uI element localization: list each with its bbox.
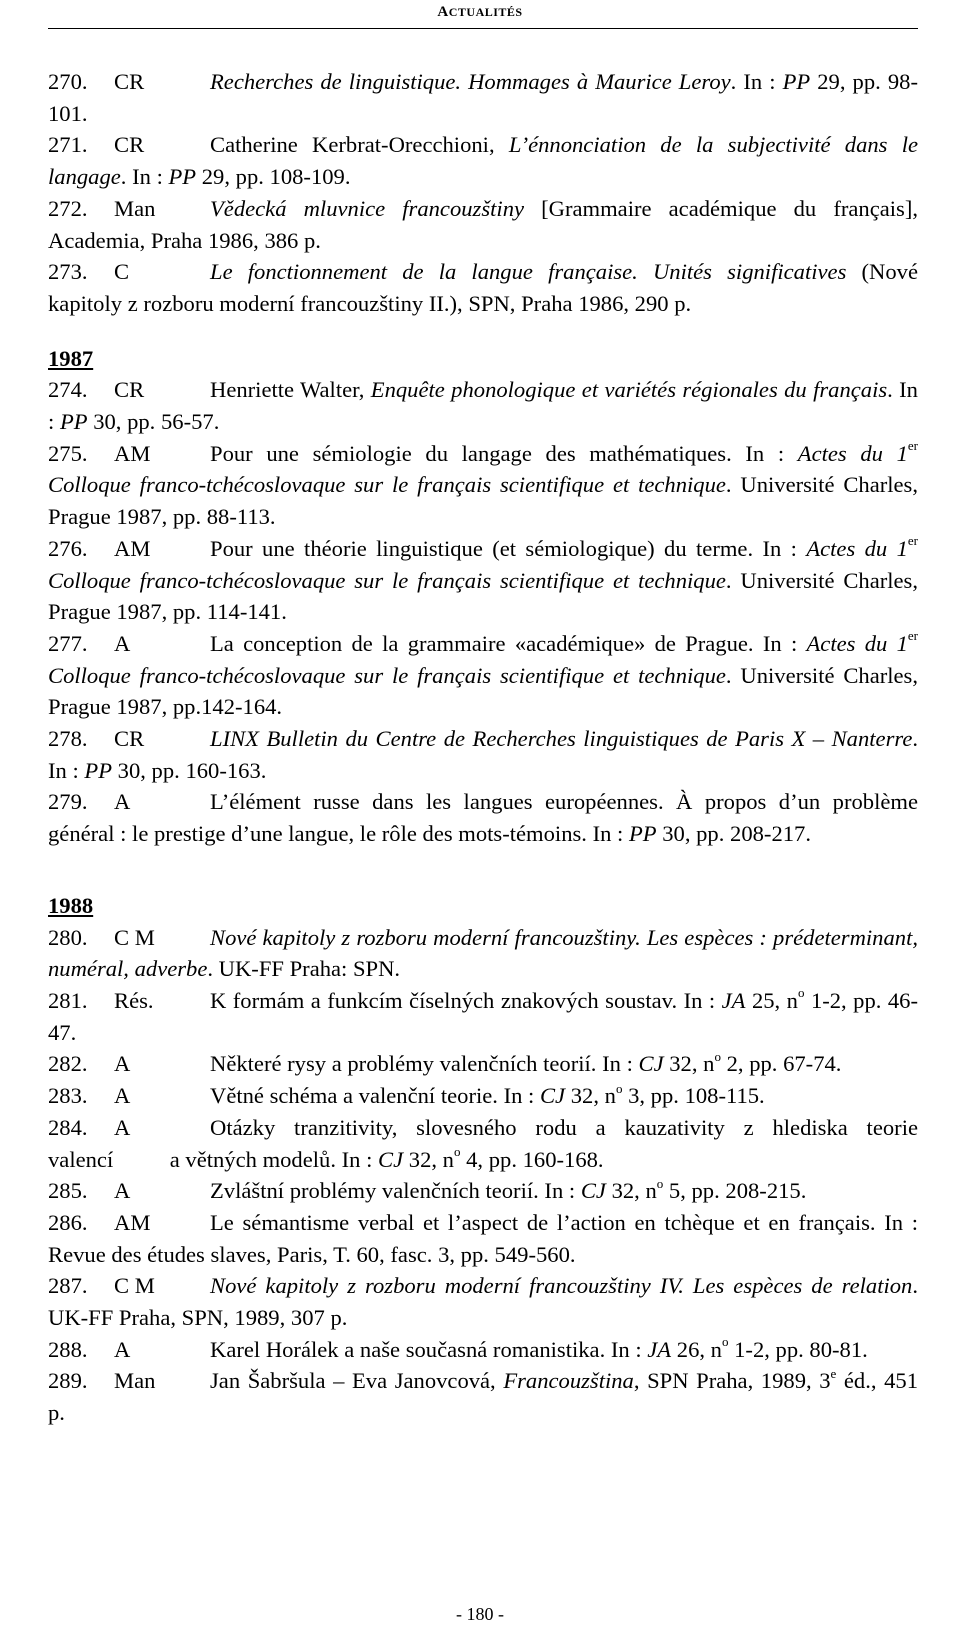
header-rest: CTUALITÉS: [448, 5, 523, 19]
entry-281: 281. Rés. K formám a funkcím číselných znakových soustav. In : JA 25, $n^o$ 1-2, pp. 46-47.: [48, 985, 919, 1045]
entry-282: 282. A Některé rysy a problémy valenčních teorií. In : CJ 32, $n^o$ 2, pp. 67-74.: [48, 1048, 842, 1077]
entry-280: 280. C M Nové kapitoly z rozboru moderní francouzštiny. Les espèces : prédeterminant, numéral, adverbe. UK-FF Praha: SPN.: [48, 924, 918, 982]
entry-272: 272. Man Vědecká mluvnice francouzštiny [Grammaire académique du français], Academia, Praha 1986, 386 p.: [48, 195, 919, 253]
header-rule: [48, 28, 918, 29]
bibliography: [48, 66, 918, 1429]
entry-287: 287. C M Nové kapitoly z rozboru moderní francouzštiny IV. Les espèces de relation. UK-FF Praha, SPN, 1989, 307 p.: [48, 1273, 918, 1331]
entry-273: 273. C Le fonctionnement de la langue française. Unités significatives (Nové kapitoly z rozboru moderní francouzštiny II.), SPN, Praha 1986, 290 p.: [48, 259, 918, 316]
entry-274: 274. CR Henriette Walter, Enquête phonologique et variétés régionales du français. In : PP 30, pp. 56-57.: [48, 377, 918, 435]
year-heading-1987: 1987: [48, 345, 94, 371]
entry-283: 283. A Větné schéma a valenční teorie. In : CJ 32, $n^o$ 3, pp. 108-115.: [48, 1080, 765, 1109]
year-heading-1988: 1988: [48, 892, 94, 918]
page-number: - 180 -: [456, 1604, 504, 1624]
entry-270: 270. CR Recherches de linguistique. Hommages à Maurice Leroy. In : PP 29, pp. 98-101.: [48, 69, 918, 126]
entry-278: 278. CR LINX Bulletin du Centre de Recherches linguistiques de Paris X – Nanterre. In : PP 30, pp. 160-163.: [48, 726, 918, 783]
header-initial: A: [437, 4, 449, 20]
entry-271: 271. CR Catherine Kerbrat-Orecchioni, L’énnonciation de la subjectivité dans le langage. In : PP 29, pp. 108-109.: [48, 132, 919, 190]
entry-277: 277. A La conception de la grammaire «académique» de Prague. In : Actes du 1er Colloque franco-tchécoslovaque sur le français scientifique et technique. Université Charles, Prague 1987, pp.142-164.: [48, 628, 918, 720]
entry-279: 279. A L’élément russe dans les langues européennes. À propos d’un problème général : le prestige d’une langue, le rôle des mots-témoins. In : PP 30, pp. 208-217.: [48, 789, 918, 847]
entry-285: 285. A Zvláštní problémy valenčních teorií. In : CJ 32, $n^o$ 5, pp. 208-215.: [48, 1175, 807, 1204]
entry-284: 284. A Otázky tranzitivity, slovesného rodu a kauzativity z hlediska teorie valencí a větných modelů. In : CJ 32, $n^o$ 4, pp. 160-168.: [48, 1114, 918, 1172]
entry-286: 286. AM Le sémantisme verbal et l’aspect de l’action en tchèque et en français. In : Revue des études slaves, Paris, T. 60, fasc. 3, pp. 549-560.: [48, 1209, 918, 1267]
entry-275: 275. AM Pour une sémiologie du langage des mathématiques. In : Actes du 1er Colloque franco-tchécoslovaque sur le français scientifique et technique. Université Charles, Prague 1987, pp. 88-113.: [48, 438, 918, 530]
entry-276: 276. AM Pour une théorie linguistique (et sémiologique) du terme. In : Actes du 1er Colloque franco-tchécoslovaque sur le français scientifique et technique. Université Charles, Prague 1987, pp. 114-141.: [48, 533, 919, 625]
entry-289: 289. Man Jan Šabršula – Eva Janovcová, Francouzština, SPN Praha, 1989, 3e éd., 451 p.: [48, 1365, 918, 1426]
entry-288: 288. A Karel Horálek a naše současná romanistika. In : JA 26, $n^o$ 1-2, pp. 80-81.: [48, 1334, 868, 1362]
running-header: [0, 4, 960, 21]
